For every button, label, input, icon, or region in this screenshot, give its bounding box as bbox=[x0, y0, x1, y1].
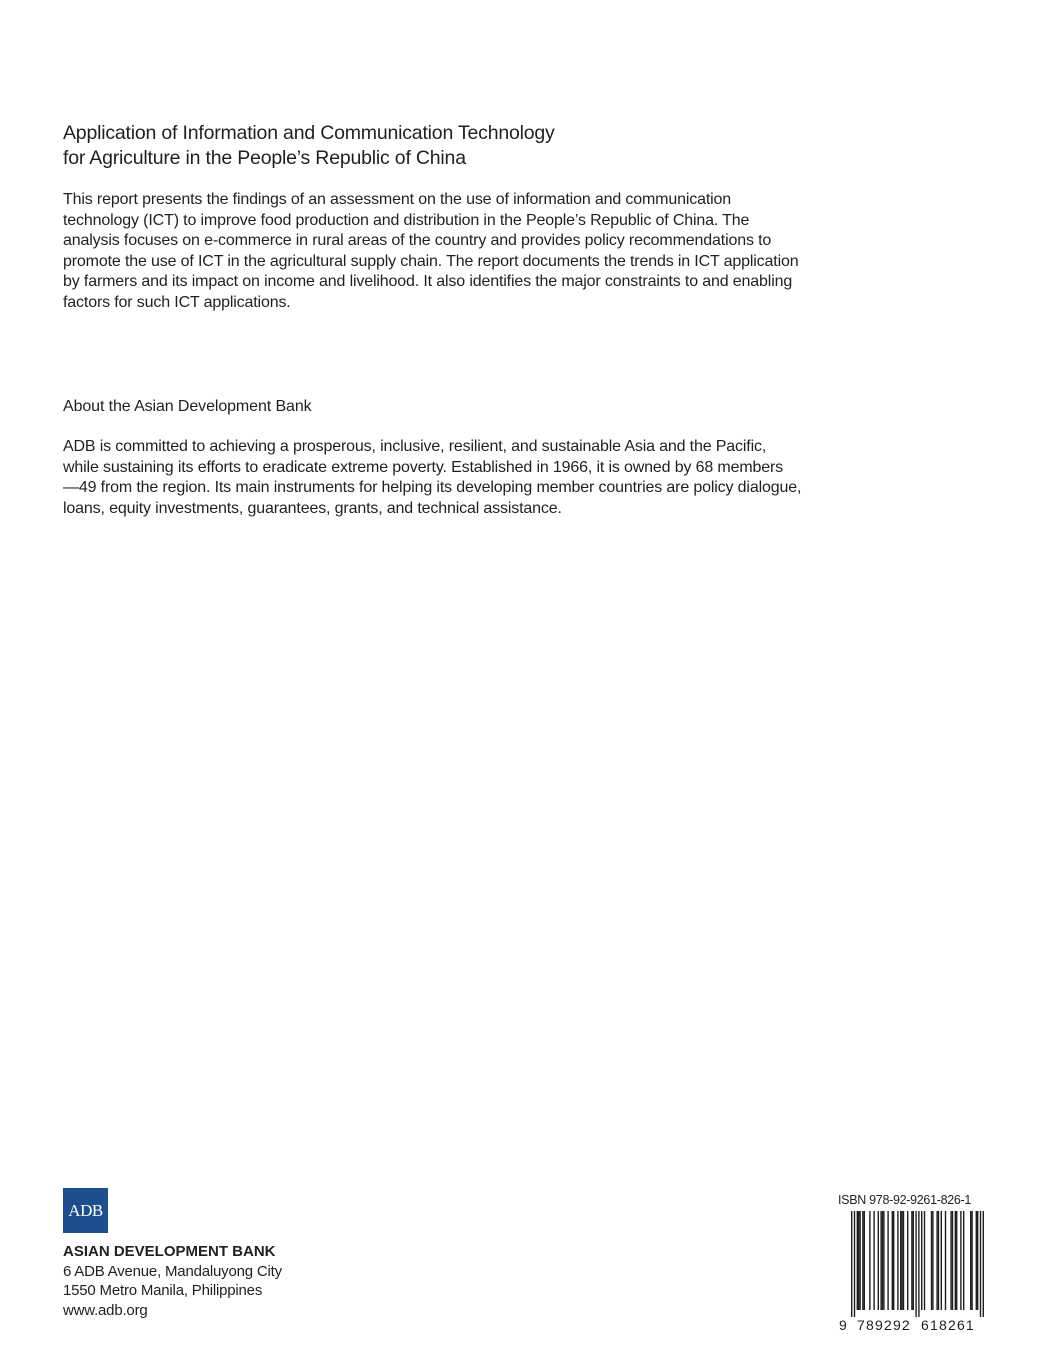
adb-logo-text: ADB bbox=[68, 1201, 103, 1220]
barcode-bar bbox=[858, 1211, 859, 1310]
address-line-2: 1550 Metro Manila, Philippines bbox=[63, 1282, 263, 1299]
summary-line: technology (ICT) to improve food production and distribution in the People’s Republic of China. The bbox=[63, 211, 750, 229]
adb-logo bbox=[63, 1188, 108, 1233]
summary-line: by farmers and its impact on income and livelihood. It also identifies the major constraints to and enabling bbox=[63, 273, 793, 290]
barcode-first-digit: 9 bbox=[839, 1317, 847, 1333]
barcode-bar bbox=[945, 1211, 946, 1310]
barcode-bar bbox=[883, 1211, 884, 1310]
barcode-bar bbox=[950, 1211, 951, 1310]
isbn-barcode bbox=[838, 1193, 988, 1333]
report-title-line-2: for Agriculture in the People’s Republic of China bbox=[63, 147, 466, 169]
about-line: while sustaining its efforts to eradicate extreme poverty. Established in 1966, it is owned by 68 members bbox=[63, 458, 784, 476]
barcode-bar bbox=[859, 1211, 860, 1310]
barcode-graphic bbox=[838, 1209, 988, 1333]
barcode-bar bbox=[932, 1211, 933, 1310]
barcode-bar bbox=[956, 1211, 957, 1310]
summary-line: analysis focuses on e-commerce in rural areas of the country and provides policy recommendations to bbox=[63, 232, 772, 249]
about-line: ADB is committed to achieving a prosperous, inclusive, resilient, and sustainable Asia and the Pacific, bbox=[63, 438, 767, 455]
barcode-bar bbox=[983, 1211, 984, 1317]
summary-line: This report presents the findings of an assessment on the use of information and communication bbox=[63, 191, 732, 208]
about-body bbox=[63, 437, 853, 519]
barcode-bar bbox=[980, 1211, 981, 1317]
about-heading: About the Asian Development Bank bbox=[63, 398, 312, 415]
barcode-bar bbox=[882, 1211, 883, 1310]
barcode-bar bbox=[970, 1211, 971, 1310]
barcode-bar bbox=[924, 1211, 925, 1310]
barcode-bar bbox=[857, 1211, 858, 1310]
barcode-bar bbox=[897, 1211, 898, 1310]
barcode-bar bbox=[851, 1211, 852, 1317]
report-title-line-1: Application of Information and Communication Technology bbox=[63, 122, 555, 144]
publisher-name: ASIAN DEVELOPMENT BANK bbox=[63, 1243, 276, 1260]
barcode-bar bbox=[915, 1211, 916, 1317]
address-line-1: 6 ADB Avenue, Mandaluyong City bbox=[63, 1262, 282, 1280]
barcode-bar bbox=[880, 1211, 881, 1310]
about-line: —49 from the region. Its main instruments for helping its developing member countries are policy dialogue, bbox=[63, 479, 802, 496]
barcode-bar bbox=[913, 1211, 914, 1310]
barcode-right-digits: 618261 bbox=[921, 1317, 975, 1333]
barcode-bar bbox=[941, 1211, 942, 1310]
barcode-left-digits: 789292 bbox=[857, 1317, 911, 1333]
barcode-bar bbox=[864, 1211, 865, 1310]
barcode-bar bbox=[887, 1211, 888, 1310]
barcode-bar bbox=[955, 1211, 956, 1310]
barcode-bar bbox=[893, 1211, 894, 1310]
barcode-bar bbox=[971, 1211, 972, 1310]
barcode-bar bbox=[873, 1211, 874, 1310]
barcode-bar bbox=[907, 1211, 908, 1310]
publisher-website: www.adb.org bbox=[63, 1301, 148, 1319]
barcode-bar bbox=[900, 1211, 901, 1310]
barcode-bar bbox=[960, 1211, 961, 1310]
barcode-bar bbox=[938, 1211, 939, 1310]
publisher-address bbox=[63, 1242, 282, 1320]
barcode-bar bbox=[936, 1211, 937, 1310]
barcode-bar bbox=[903, 1211, 904, 1310]
barcode-bar bbox=[963, 1211, 964, 1310]
isbn-label: ISBN 978-92-9261-826-1 bbox=[838, 1193, 972, 1207]
barcode-bar bbox=[976, 1211, 977, 1310]
barcode-bars bbox=[851, 1211, 984, 1317]
report-title bbox=[63, 121, 863, 171]
summary-line: promote the use of ICT in the agricultural supply chain. The report documents the trends in ICT application bbox=[63, 252, 799, 270]
barcode-bar bbox=[921, 1211, 922, 1310]
barcode-bar bbox=[977, 1211, 978, 1310]
barcode-bar bbox=[862, 1211, 863, 1310]
barcode-bar bbox=[952, 1211, 953, 1310]
summary-line: factors for such ICT applications. bbox=[63, 293, 291, 311]
barcode-bar bbox=[901, 1211, 902, 1310]
barcode-bar bbox=[892, 1211, 893, 1310]
barcode-bar bbox=[911, 1211, 912, 1310]
barcode-bar bbox=[869, 1211, 870, 1310]
barcode-bar bbox=[854, 1211, 855, 1317]
barcode-bar bbox=[878, 1211, 879, 1310]
about-line: loans, equity investments, guarantees, grants, and technical assistance. bbox=[63, 499, 562, 517]
barcode-bar bbox=[931, 1211, 932, 1310]
barcode-bar bbox=[918, 1211, 919, 1317]
report-summary bbox=[63, 190, 853, 313]
